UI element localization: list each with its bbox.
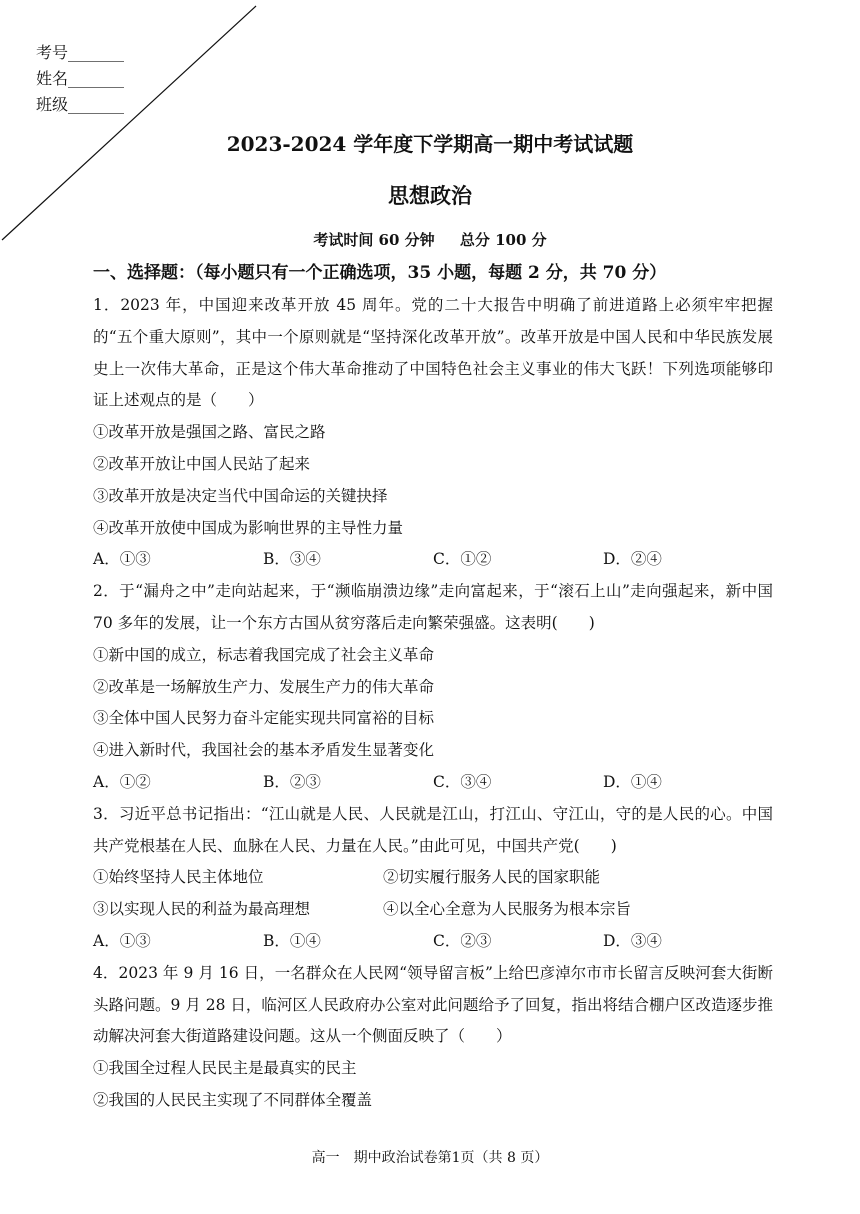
statement: ③以实现人民的利益为最高理想 [93,900,311,919]
exam-title: 2023-2024 学年度下学期高一期中考试试题 [226,132,634,156]
statement-row [93,894,773,926]
exam-time: 考试时间 60 分钟 [313,231,435,249]
statement: ④进入新时代，我国社会的基本矛盾发生显著变化 [93,741,435,760]
option-d: D．①④ [603,772,662,791]
question-3-stem: 3．习近平总书记指出：“江山就是人民、人民就是江山，打江山、守江山，守的是人民的心。中国共产党根基在人民、血脉在人民、力量在人民。”由此可见，中国共产党( ) [93,804,773,855]
page-footer: 高一 期中政治试卷第1页（共 8 页） [311,1150,549,1166]
statement: ②改革开放让中国人民站了起来 [93,454,311,473]
statement: ②改革是一场解放生产力、发展生产力的伟大革命 [93,677,435,696]
statement: ①改革开放是强国之路、富民之路 [93,423,326,442]
question-4-stem: 4．2023 年 9 月 16 日，一名群众在人民网“领导留言板”上给巴彦淖尔市市长留言反映河套大街断头路问题。9 月 28 日，临河区人民政府办公室对此问题给予了回复，指出将结合棚户区改造逐步推动解决河套大街道路建设问题。这从一个侧面反映了（ ） [93,963,773,1046]
question-1-stem: 1．2023 年，中国迎来改革开放 45 周年。党的二十大报告中明确了前进道路上必须牢牢把握的“五个重大原则”，其中一个原则就是“坚持深化改革开放”。改革开放是中国人民和中华民族发展史上一次伟大革命，正是这个伟大革命推动了中国特色社会主义事业的伟大飞跃！下列选项能够印证上述观点的是（ ） [93,296,773,410]
option-a: A．①② [93,772,151,791]
statement: ③改革开放是决定当代中国命运的关键抉择 [93,486,388,505]
statement: ②我国的人民民主实现了不同群体全覆盖 [93,1090,373,1109]
total-score: 总分 100 分 [459,231,547,249]
statement-row [93,862,773,894]
option-a: A．①③ [93,931,151,950]
statement: ④以全心全意为人民服务为根本宗旨 [383,900,632,919]
option-c: C．①② [433,550,492,569]
subject-title: 思想政治 [388,183,472,208]
option-d: D．③④ [603,931,662,950]
name-field: 姓名_______ [36,69,125,88]
questions [93,290,773,1117]
option-c: C．②③ [433,931,492,950]
option-d: D．②④ [603,550,662,569]
option-c: C．③④ [433,772,492,791]
class-field: 班级_______ [36,95,125,114]
statement: ②切实履行服务人民的国家职能 [383,868,601,887]
question-2-stem: 2．于“漏舟之中”走向站起来，于“濒临崩溃边缘”走向富起来，于“滚石上山”走向强起来，新中国 70 多年的发展，让一个东方古国从贫穷落后走向繁荣强盛。这表明( ) [93,582,773,632]
option-b: B．③④ [263,550,321,569]
exam-number-field: 考号_______ [36,43,125,62]
exam-meta [0,229,860,250]
option-b: B．②③ [263,772,321,791]
option-a: A．①③ [93,550,151,569]
statement: ③全体中国人民努力奋斗定能实现共同富裕的目标 [93,709,435,728]
statement: ①我国全过程人民民主是最真实的民主 [93,1059,357,1078]
question-1-options [93,544,773,576]
question-3-options [93,926,773,958]
option-b: B．①④ [263,931,321,950]
question-2-options [93,767,773,799]
statement: ①始终坚持人民主体地位 [93,868,264,887]
statement: ④改革开放使中国成为影响世界的主导性力量 [93,518,404,537]
section-heading: 一、选择题：（每小题只有一个正确选项，35 小题，每题 2 分，共 70 分） [93,263,667,283]
student-info-block [36,40,124,118]
statement: ①新中国的成立，标志着我国完成了社会主义革命 [93,645,435,664]
